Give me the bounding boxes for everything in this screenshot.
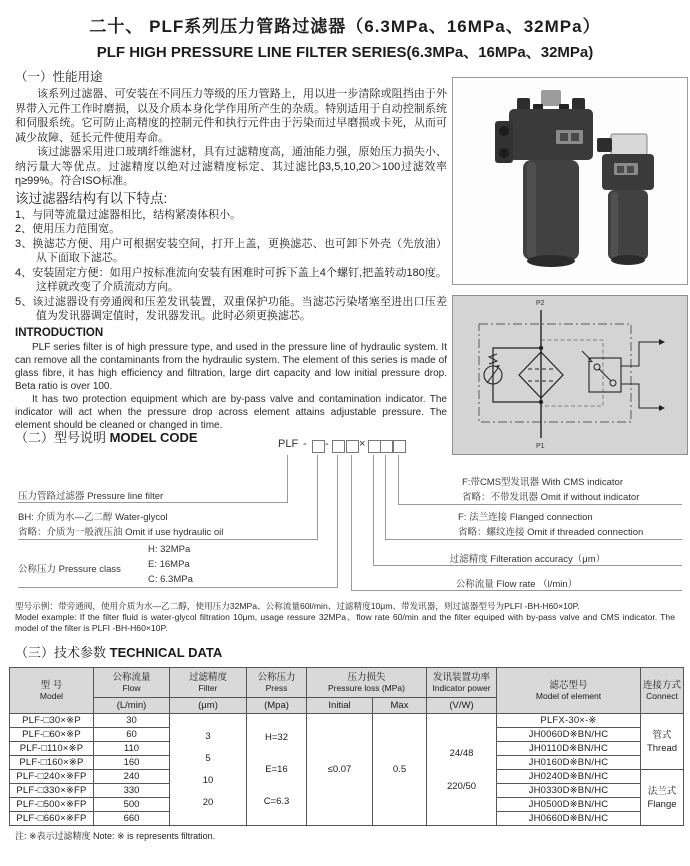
header-connect: 连接方式 Connect xyxy=(641,668,684,714)
cell-flow: 660 xyxy=(94,812,170,826)
connector-line xyxy=(337,455,338,587)
feature-item-3: 3、换滤芯方便、用户可根据安装空间，打开上盖，更换滤芯、也可卸下外壳（先放油）从下面取下滤芯。 xyxy=(15,237,447,264)
product-photo-illustration xyxy=(453,78,685,282)
performance-paragraph-1: 该系列过滤器、可安装在不同压力等级的压力管路上，用以进一步清除或阻挡由于外界带入元件工作时磨损，以及介质本身化学作用所产生的杂质。特别适用于自动控制系统和伺服系统。它可防止高精度的控制元件和执行元件由于污染而过早磨损或卡死，从而可减少故障、延长元件使用寿命。 xyxy=(15,88,447,144)
cell-element: JH0160D※BN/HC xyxy=(497,756,641,770)
connector-line xyxy=(351,455,352,590)
code-dash: - xyxy=(303,438,307,450)
model-example-en: Model example: If the filter fluid is water-glycol filtration 10μm, usage ressure 32MPa、flow rate 60/min and the filter equiped with by-pass valve and CMS indicator. The model of the filter is PLFI -BH-H60×10P. xyxy=(15,612,675,633)
code-dash: - xyxy=(325,438,329,450)
header-element: 滤芯型号 Model of element xyxy=(497,668,641,714)
cell-element: PLFX-30×-※ xyxy=(497,714,641,728)
cell-loss-initial: ≤0.07 xyxy=(307,714,373,826)
header-power-unit: (V/W) xyxy=(427,698,497,714)
performance-paragraph-2: 该过滤器采用进口玻璃纤维滤材，具有过滤精度高，通油能力强，原始压力损失小、纳污量大等优点。过滤精度以绝对过滤精度标定、其过滤比β3,5,10,20＞100过滤效率η≥99%。符合ISO标准。 xyxy=(15,146,447,187)
feature-item-5: 5、该过滤器设有旁通阀和压差发讯装置，双重保护功能。当滤芯污染堵塞至进出口压差值为发讯器调定值时，发讯器发讯。此时必须更换滤芯。 xyxy=(15,295,447,322)
model-example-cn: 型号示例：带旁通阀，使用介质为水—乙二醇，使用压力32MPa、公称流量60l/min、过滤精度10μm、带发讯器，则过滤器型号为PLFI -BH-H60×10P. xyxy=(15,601,580,611)
section2-heading xyxy=(15,427,198,446)
port-bottom-label: P1 xyxy=(536,443,545,450)
connector-line xyxy=(398,455,399,504)
cell-model: PLF-□160×※P xyxy=(10,756,94,770)
cell-power-values: 24/48 220/50 xyxy=(427,714,497,826)
section3-heading xyxy=(15,642,690,661)
connector-line xyxy=(18,539,318,540)
section1-heading: （一）性能用途 xyxy=(15,70,103,84)
code-times: × xyxy=(359,438,366,450)
code-box xyxy=(346,440,359,453)
pilot-line-dashed xyxy=(541,340,603,406)
connector-line xyxy=(385,455,386,539)
table-note: 注: ※表示过滤精度 Note: ※ is represents filtration. xyxy=(15,831,216,841)
pressure-class-h: H: 32MPa xyxy=(148,544,191,555)
cell-element: JH0500D※BN/HC xyxy=(497,798,641,812)
cell-flow: 60 xyxy=(94,728,170,742)
port-top-label: P2 xyxy=(536,300,545,307)
header-filter-unit: (μm) xyxy=(170,698,247,714)
cell-flow: 500 xyxy=(94,798,170,812)
code-box xyxy=(332,440,345,453)
introduction-paragraph-2: It has two protection equipment which are by-pass valve and contamination indicator. The indicator will act when the pressure drop across element attains adjustable pressure. The element should be cleaned or changed in time. xyxy=(15,393,447,431)
label-medium-omit: 省略：介质为一般液压油 Omit if use hydraulic oil xyxy=(18,527,224,538)
table-row xyxy=(10,714,684,728)
label-medium-bh: BH: 介质为水—乙二醇 Water-glycol xyxy=(18,512,168,523)
product-photo xyxy=(452,77,688,285)
feature-item-2: 2、使用压力范围宽。 xyxy=(15,223,121,235)
label-threaded-omit: 省略：螺纹连接 Omit if threaded connection xyxy=(458,527,644,538)
cell-connect-flange: 法兰式 Flange xyxy=(641,770,684,826)
section2-heading-cn: （二）型号说明 xyxy=(15,430,107,445)
label-cms-omit: 省略：不带发讯器 Omit if without indicator xyxy=(462,492,640,503)
cell-element: JH0240D※BN/HC xyxy=(497,770,641,784)
cell-element: JH0330D※BN/HC xyxy=(497,784,641,798)
header-loss-initial: Initial xyxy=(307,698,373,714)
connector-line xyxy=(373,565,682,566)
header-loss-max: Max xyxy=(373,698,427,714)
code-box xyxy=(380,440,393,453)
label-flow-rate: 公称流量 Flow rate （l/min） xyxy=(455,579,578,590)
code-box xyxy=(312,440,325,453)
cell-model: PLF-□60×※P xyxy=(10,728,94,742)
feature-item-4: 4、安装固定方便：如用户按标准流向安装有困难时可拆下盖上4个螺钉,把盖转动180度。这样就改变了介质流动方向。 xyxy=(15,266,447,293)
model-example xyxy=(15,601,675,634)
cell-model: PLF-□660×※FP xyxy=(10,812,94,826)
cell-model: PLF-□330×※FP xyxy=(10,784,94,798)
code-prefix: PLF xyxy=(278,438,299,450)
connector-line xyxy=(351,590,682,591)
pressure-class-e: E: 16MPa xyxy=(148,559,190,570)
connector-line xyxy=(18,502,288,503)
cell-connect-thread: 管式 Thread xyxy=(641,714,684,770)
code-box xyxy=(393,440,406,453)
introduction-paragraph-1: PLF series filter is of high pressure type, and used in the pressure line of hydraulic system. It can remove all the contaminants from the hydraulic system. The element of this series is made of glass fibre, it has high efficiency and filtration, large dirt capacity and low initial pressure drop. Beta ratio is over 100. xyxy=(15,341,447,392)
header-model: 型 号 Model xyxy=(10,668,94,714)
cell-flow: 160 xyxy=(94,756,170,770)
pressure-switch-icon xyxy=(582,339,665,411)
features-heading: 该过滤器结构有以下特点: xyxy=(15,190,168,206)
connector-line xyxy=(18,587,338,588)
header-indicator-power: 发讯装置功率 Indicator power xyxy=(427,668,497,698)
cell-flow: 240 xyxy=(94,770,170,784)
cell-element: JH0110D※BN/HC xyxy=(497,742,641,756)
header-flow-unit: (L/min) xyxy=(94,698,170,714)
cell-model: PLF-□500×※FP xyxy=(10,798,94,812)
connector-line xyxy=(373,455,374,565)
introduction-heading: INTRODUCTION xyxy=(15,326,104,339)
technical-data-table xyxy=(9,667,684,826)
feature-item-1: 1、与同等流量过滤器相比，结构紧凑体积小。 xyxy=(15,208,242,221)
header-flow: 公称流量 Flow xyxy=(94,668,170,698)
page-title-en: PLF HIGH PRESSURE LINE FILTER SERIES(6.3MPa、16MPa、32MPa) xyxy=(96,44,594,61)
section3-heading-en: TECHNICAL DATA xyxy=(109,645,223,660)
header-press-unit: (Mpa) xyxy=(247,698,307,714)
connector-line xyxy=(385,539,682,540)
cell-element: JH0060D※BN/HC xyxy=(497,728,641,742)
bypass-valve-icon xyxy=(484,348,541,402)
label-filtration-accuracy: 过滤精度 Filteration accuracy（μm） xyxy=(449,554,606,565)
cell-element: JH0660D※BN/HC xyxy=(497,812,641,826)
section2-heading-en: MODEL CODE xyxy=(109,430,198,445)
cell-flow: 330 xyxy=(94,784,170,798)
page-title-cn: 二十、 PLF系列压力管路过滤器（6.3MPa、16MPa、32MPa） xyxy=(89,17,601,36)
section3-heading-cn: （三）技术参数 xyxy=(15,645,107,660)
cell-press-values: H=32 E=16 C=6.3 xyxy=(247,714,307,826)
connector-line xyxy=(398,504,682,505)
header-filter: 过滤精度 Filter xyxy=(170,668,247,698)
header-press: 公称压力 Press xyxy=(247,668,307,698)
filter-small-icon xyxy=(597,134,654,265)
intro-text-column xyxy=(15,69,447,432)
label-cms-indicator: F:带CMS型发讯器 With CMS indicator xyxy=(462,477,623,488)
label-pressure-class: 公称压力 Pressure class xyxy=(18,564,121,575)
connector-line xyxy=(317,455,318,539)
cell-model: PLF-□240×※FP xyxy=(10,770,94,784)
cell-filter-values: 3 5 10 20 xyxy=(170,714,247,826)
cell-model: PLF-□110×※P xyxy=(10,742,94,756)
cell-model: PLF-□30×※P xyxy=(10,714,94,728)
connector-line xyxy=(287,455,288,502)
header-pressure-loss: 压力损失 Pressure loss (MPa) xyxy=(307,668,427,698)
label-pressure-line-filter: 压力管路过滤器 Pressure line filter xyxy=(18,491,164,502)
filter-large-icon xyxy=(495,90,593,267)
cell-flow: 30 xyxy=(94,714,170,728)
pressure-class-c: C: 6.3MPa xyxy=(148,574,193,585)
model-code-section xyxy=(0,425,690,598)
cell-loss-max: 0.5 xyxy=(373,714,427,826)
cell-flow: 110 xyxy=(94,742,170,756)
label-flanged-connection: F: 法兰连接 Flanged connection xyxy=(458,512,593,523)
